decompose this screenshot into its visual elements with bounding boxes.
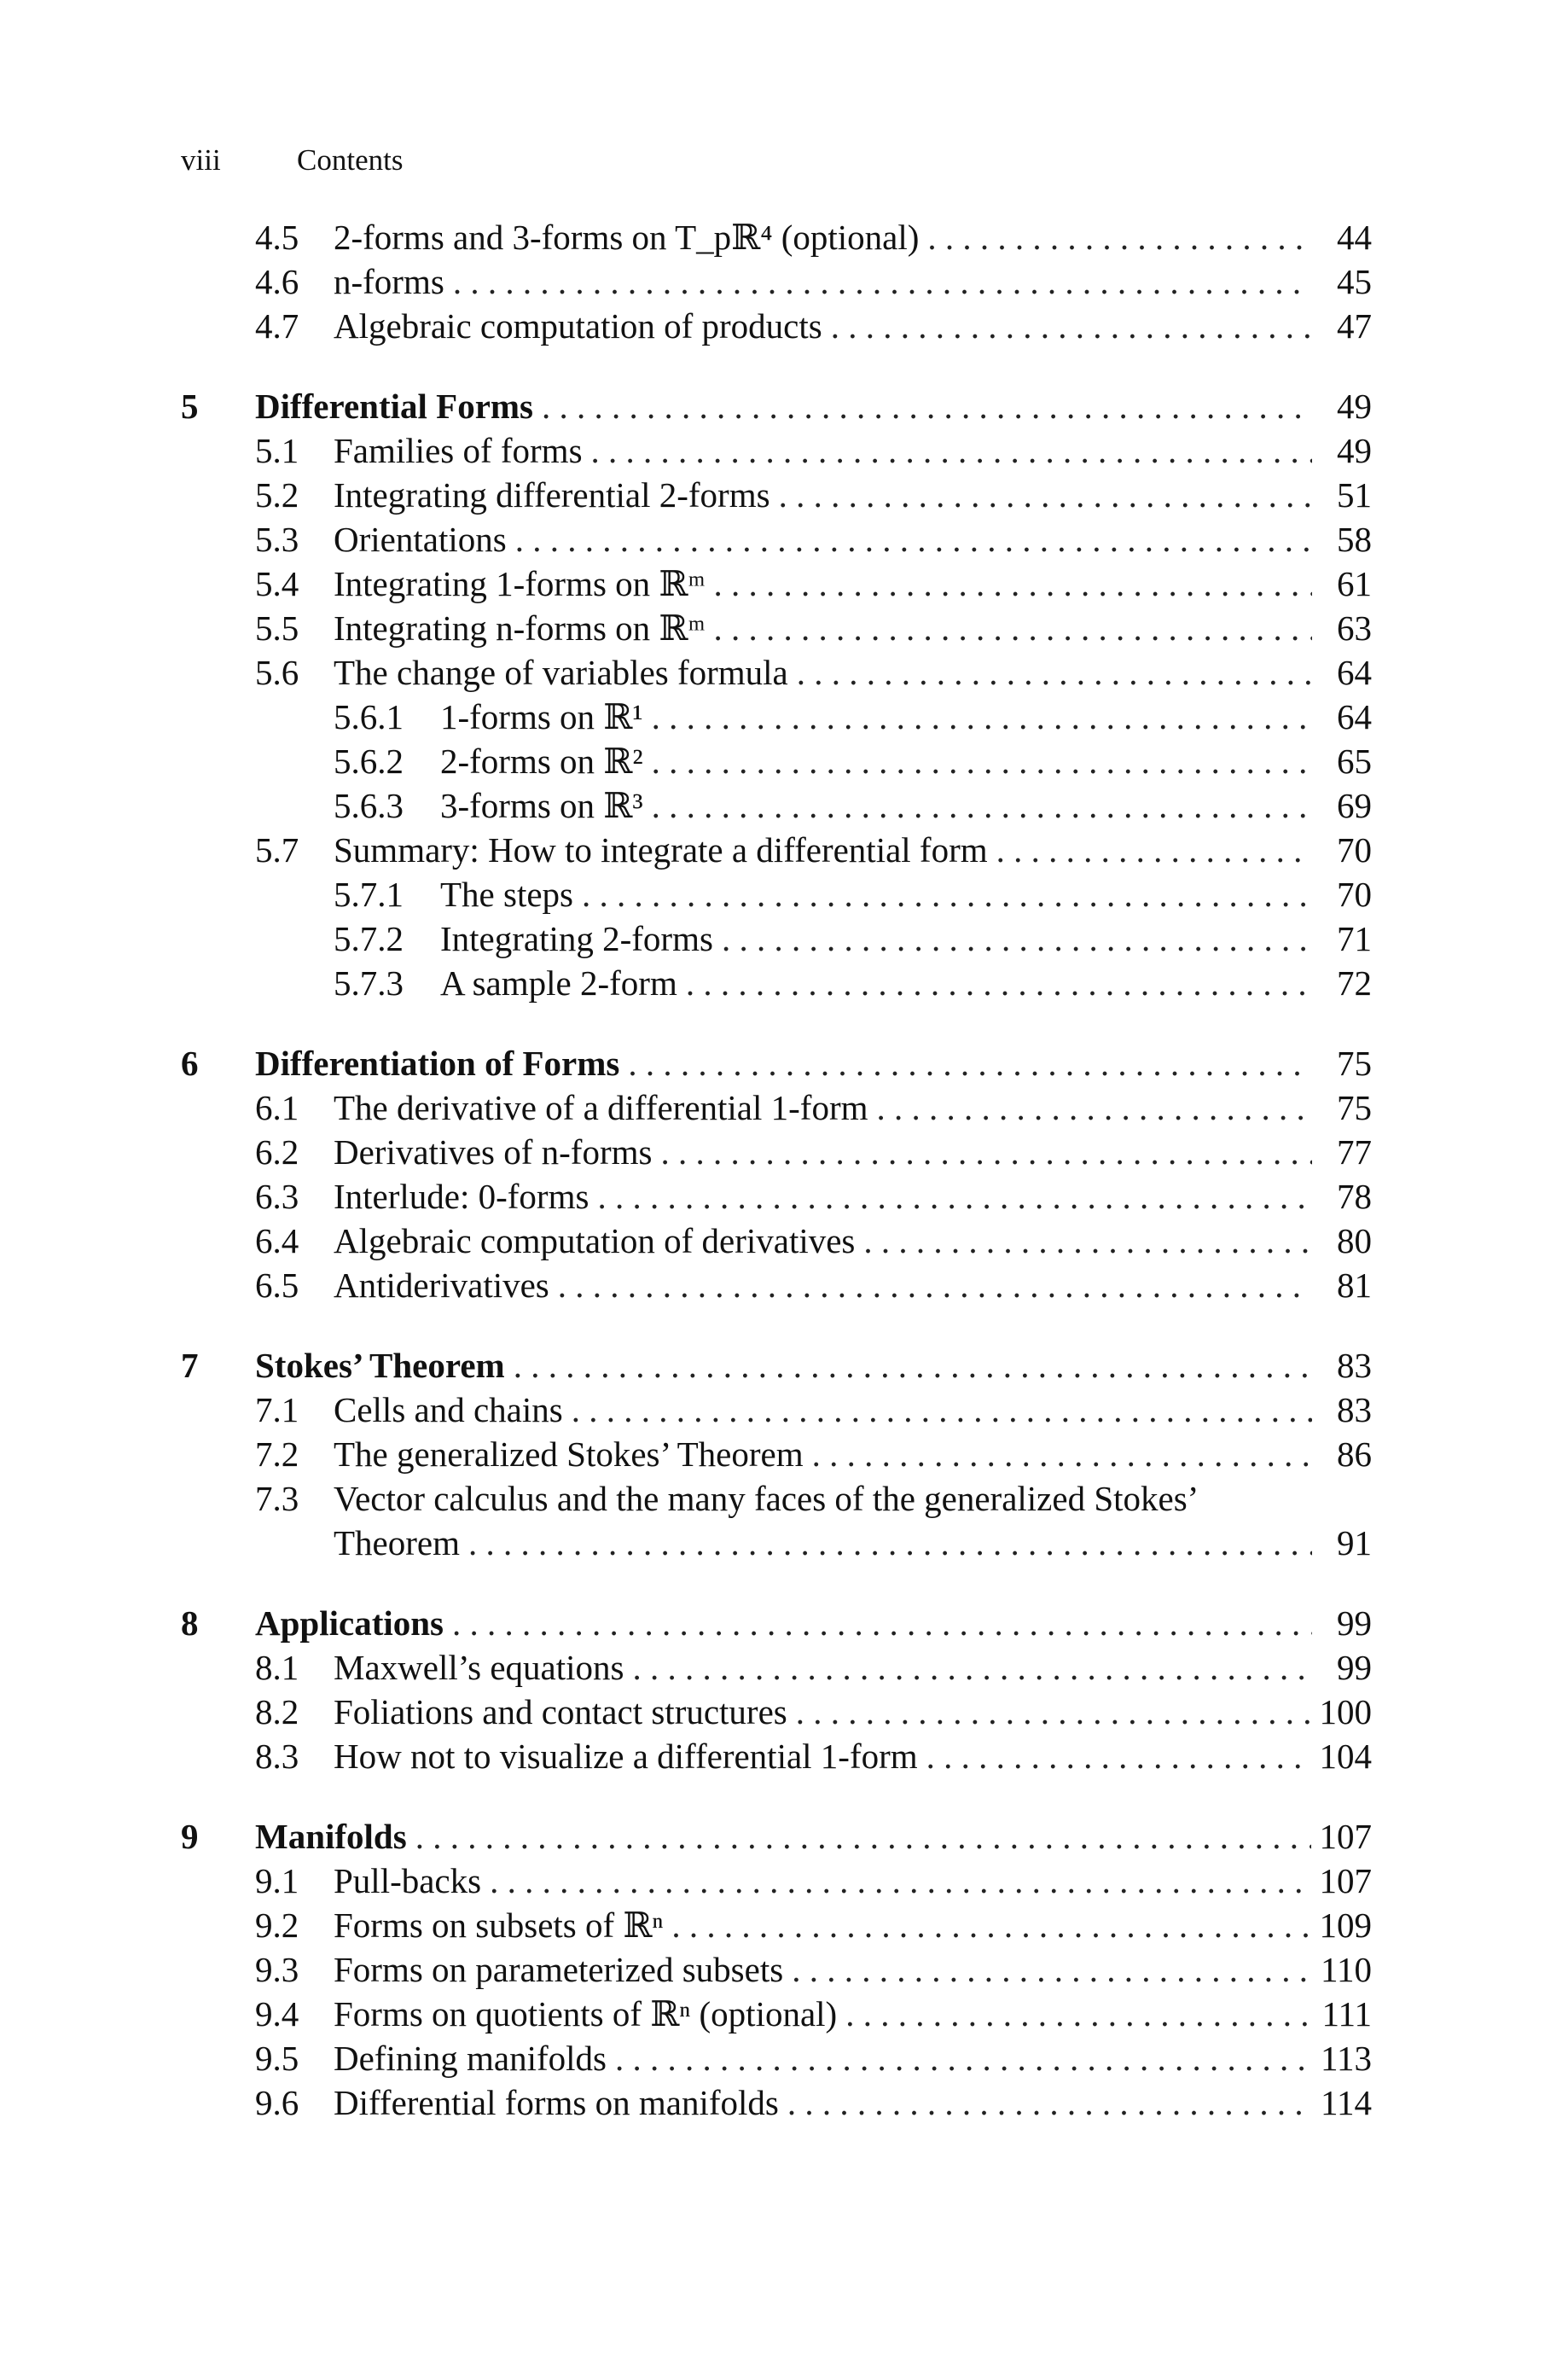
page-ref: 63 [1337,608,1372,648]
section-number: 6.3 [255,1177,299,1216]
section-number: 6.5 [255,1265,299,1305]
page-ref: 47 [1337,306,1372,346]
entry-title: Forms on subsets of ℝⁿ [334,1905,664,1945]
page-ref: 110 [1321,1950,1372,1989]
dot-leader [714,606,1312,650]
section-number: 9.1 [255,1861,299,1900]
dot-leader [415,1814,1311,1859]
section-number: 9.6 [255,2083,299,2122]
dot-leader [927,215,1312,259]
dot-leader [628,1041,1312,1085]
header-title: Contents [297,143,404,177]
entry-title: 2-forms on ℝ² [440,742,643,781]
page-ref: 64 [1337,697,1372,736]
page-ref: 70 [1337,830,1372,870]
page-ref: 111 [1321,1994,1372,2033]
entry-title: Forms on quotients of ℝⁿ (optional) [334,1994,838,2033]
toc-section-row[interactable] [181,1521,1372,1565]
page-ref: 44 [1337,218,1372,257]
toc-section-row[interactable] [181,1903,1372,1947]
toc-section-row[interactable] [181,1174,1372,1219]
chapter-number: 6 [181,1044,199,1083]
entry-title: Differential forms on manifolds [334,2083,779,2122]
dot-leader [515,517,1312,561]
dot-leader [572,1388,1312,1432]
dot-leader [615,2036,1312,2080]
dot-leader [812,1432,1312,1476]
section-number: 5.3 [255,520,299,559]
section-number: 9.3 [255,1950,299,1989]
page-ref: 109 [1319,1905,1372,1945]
entry-title: Algebraic computation of products [334,306,822,346]
toc-section-row[interactable] [181,1992,1372,2036]
dot-leader [831,304,1312,348]
page-ref: 64 [1337,653,1372,692]
page-ref: 107 [1319,1817,1372,1856]
chapter-number: 8 [181,1603,199,1643]
dot-leader [863,1219,1312,1263]
entry-title: Families of forms [334,431,583,470]
page-ref: 51 [1337,475,1372,515]
entry-title: Algebraic computation of derivatives [334,1221,856,1260]
section-number: 7.3 [255,1479,299,1518]
page-ref: 75 [1337,1088,1372,1127]
dot-leader [796,1690,1311,1734]
toc-section-row[interactable] [181,561,1372,606]
toc-section-row[interactable] [181,695,1372,739]
dot-leader [722,916,1312,961]
entry-title: Interlude: 0-forms [334,1177,589,1216]
dot-leader [996,828,1312,872]
toc-section-row[interactable] [181,1645,1372,1690]
entry-title: Differentiation of Forms [255,1044,620,1083]
section-number: 8.1 [255,1648,299,1687]
entry-title: The change of variables formula [334,653,788,692]
toc-section-row[interactable] [181,215,1372,259]
page-ref: 80 [1337,1221,1372,1260]
entry-title: Cells and chains [334,1390,563,1429]
running-header [181,143,403,177]
subsection-number: 5.7.1 [334,875,404,914]
entry-title: The derivative of a differential 1-form [334,1088,868,1127]
page-ref: 49 [1337,387,1372,426]
entry-title: 1-forms on ℝ¹ [440,697,643,736]
entry-title: 3-forms on ℝ³ [440,786,643,825]
subsection-number: 5.6.1 [334,697,404,736]
page-ref: 69 [1337,786,1372,825]
dot-leader [714,561,1312,606]
entry-title: Defining manifolds [334,2039,607,2078]
toc-section-row[interactable] [181,828,1372,872]
page-ref: 113 [1321,2039,1372,2078]
toc-section-row[interactable] [181,2080,1372,2125]
page-ref: 99 [1337,1603,1372,1643]
entry-title: Integrating n-forms on ℝᵐ [334,608,706,648]
section-number: 9.2 [255,1905,299,1945]
page-ref: 65 [1337,742,1372,781]
section-number: 7.2 [255,1434,299,1474]
page-ref: 107 [1319,1861,1372,1900]
table-of-contents [181,215,1372,2125]
dot-leader [452,1601,1312,1645]
toc-section-row[interactable] [181,1219,1372,1263]
dot-leader [632,1645,1312,1690]
toc-section-row[interactable] [181,1432,1372,1476]
toc-chapter-row[interactable] [181,1041,1372,1085]
section-number: 5.2 [255,475,299,515]
entry-title: The steps [440,875,573,914]
section-number: 8.3 [255,1737,299,1776]
entry-title: Forms on parameterized subsets [334,1950,784,1989]
entry-title: Antiderivatives [334,1265,549,1305]
subsection-number: 5.7.3 [334,963,404,1003]
toc-section-row[interactable] [181,872,1372,916]
section-number: 8.2 [255,1692,299,1731]
toc-section-row[interactable] [181,473,1372,517]
dot-leader [779,473,1312,517]
dot-leader [660,1130,1312,1174]
entry-title: Derivatives of n-forms [334,1132,653,1172]
entry-title: Theorem [334,1523,460,1562]
dot-leader [591,428,1312,473]
entry-title: 2-forms and 3-forms on T_pℝ⁴ (optional) [334,218,920,257]
toc-section-row[interactable] [181,1947,1372,1992]
toc-section-row[interactable] [181,1085,1372,1130]
toc-section-row[interactable] [181,2036,1372,2080]
section-number: 6.2 [255,1132,299,1172]
section-number: 5.6 [255,653,299,692]
page-ref: 99 [1337,1648,1372,1687]
dot-leader [652,783,1312,828]
section-number: 9.5 [255,2039,299,2078]
section-number: 5.7 [255,830,299,870]
toc-section-row[interactable] [181,428,1372,473]
entry-title: A sample 2-form [440,963,677,1003]
toc-section-row[interactable] [181,1690,1372,1734]
toc-section-row[interactable] [181,517,1372,561]
toc-section-row[interactable] [181,606,1372,650]
toc-section-row[interactable] [181,783,1372,828]
subsection-number: 5.6.2 [334,742,404,781]
toc-section-row[interactable] [181,1263,1372,1307]
dot-leader [558,1263,1312,1307]
page-ref: 45 [1337,262,1372,301]
toc-section-row[interactable] [181,961,1372,1005]
page-ref: 58 [1337,520,1372,559]
entry-title: Vector calculus and the many faces of the generalized Stokes’ [334,1479,1199,1518]
subsection-number: 5.6.3 [334,786,404,825]
entry-title: Integrating 1-forms on ℝᵐ [334,564,706,603]
page-ref: 78 [1337,1177,1372,1216]
section-number: 5.5 [255,608,299,648]
entry-title: Stokes’ Theorem [255,1346,505,1385]
section-number: 7.1 [255,1390,299,1429]
section-number: 6.1 [255,1088,299,1127]
subsection-number: 5.7.2 [334,919,404,958]
entry-title: Pull-backs [334,1861,482,1900]
page-ref: 49 [1337,431,1372,470]
entry-title: Orientations [334,520,507,559]
entry-title: Integrating 2-forms [440,919,713,958]
entry-title: Manifolds [255,1817,407,1856]
chapter-number: 5 [181,387,199,426]
dot-leader [877,1085,1313,1130]
page-ref: 104 [1319,1737,1372,1776]
dot-leader [845,1992,1312,2036]
entry-title: n-forms [334,262,444,301]
page-ref: 83 [1337,1390,1372,1429]
page-ref: 70 [1337,875,1372,914]
entry-title: Foliations and contact structures [334,1692,787,1731]
page-ref: 61 [1337,564,1372,603]
section-number: 4.7 [255,306,299,346]
section-number: 9.4 [255,1994,299,2033]
section-number: 4.5 [255,218,299,257]
section-number: 5.1 [255,431,299,470]
entry-title: Applications [255,1603,444,1643]
page-ref: 75 [1337,1044,1372,1083]
dot-leader [671,1903,1310,1947]
entry-title: The generalized Stokes’ Theorem [334,1434,804,1474]
toc-section-row[interactable] [181,1476,1372,1521]
dot-leader [686,961,1312,1005]
entry-title: Integrating differential 2-forms [334,475,770,515]
toc-section-row[interactable] [181,1859,1372,1903]
entry-title: Maxwell’s equations [334,1648,624,1687]
toc-section-row[interactable] [181,1388,1372,1432]
page-ref: 91 [1337,1523,1372,1562]
toc-chapter-row[interactable] [181,1601,1372,1645]
section-number: 4.6 [255,262,299,301]
entry-title: Differential Forms [255,387,533,426]
page-ref: 81 [1337,1265,1372,1305]
page-ref: 100 [1319,1692,1372,1731]
toc-section-row[interactable] [181,650,1372,695]
dot-leader [797,650,1312,695]
dot-leader [652,739,1312,783]
toc-section-row[interactable] [181,1734,1372,1778]
dot-leader [792,1947,1312,1992]
dot-leader [582,872,1312,916]
dot-leader [926,1734,1311,1778]
page-ref: 77 [1337,1132,1372,1172]
dot-leader [468,1521,1312,1565]
toc-chapter-row[interactable] [181,1343,1372,1388]
dot-leader [597,1174,1312,1219]
section-number: 5.4 [255,564,299,603]
page-ref: 83 [1337,1346,1372,1385]
page-ref: 71 [1337,919,1372,958]
toc-section-row[interactable] [181,259,1372,304]
toc-section-row[interactable] [181,916,1372,961]
dot-leader [542,384,1312,428]
dot-leader [514,1343,1312,1388]
toc-chapter-row[interactable] [181,384,1372,428]
page-ref: 114 [1321,2083,1372,2122]
dot-leader [652,695,1312,739]
page-ref: 72 [1337,963,1372,1003]
page-ref: 86 [1337,1434,1372,1474]
page-number: viii [181,143,221,177]
toc-section-row[interactable] [181,304,1372,348]
chapter-number: 7 [181,1346,199,1385]
section-number: 6.4 [255,1221,299,1260]
entry-title: Summary: How to integrate a differential form [334,830,988,870]
toc-section-row[interactable] [181,739,1372,783]
chapter-number: 9 [181,1817,199,1856]
entry-title: How not to visualize a differential 1-form [334,1737,918,1776]
dot-leader [453,259,1312,304]
toc-section-row[interactable] [181,1130,1372,1174]
toc-chapter-row[interactable] [181,1814,1372,1859]
dot-leader [490,1859,1310,1903]
dot-leader [787,2080,1312,2125]
